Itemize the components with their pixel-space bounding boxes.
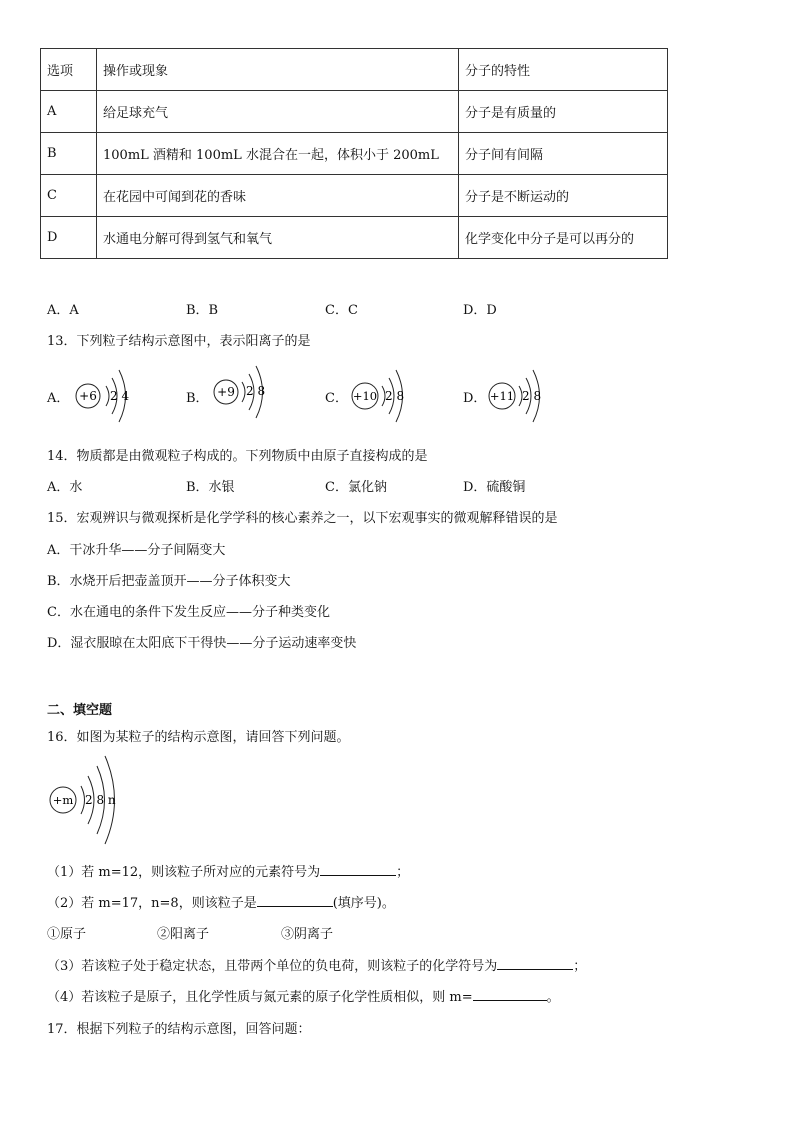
q13-option-c[interactable] (325, 387, 348, 406)
atom-diagram-d (487, 364, 557, 430)
shell-electrons: 2 8 (522, 389, 542, 403)
table-header-cell: 操作或现象 (97, 49, 459, 91)
nucleus-charge: +11 (489, 389, 515, 403)
shell-electrons: 2 8 (385, 389, 405, 403)
table-cell: D (41, 217, 97, 259)
q13-stem: 13．下列粒子结构示意图中，表示阳离子的是 (47, 334, 311, 349)
q15-option-b[interactable]: B．水烧开后把壶盖顶开——分子体积变大 (47, 574, 291, 589)
q16-part3 (47, 955, 586, 974)
q16-choice-2: ②阳离子 (157, 927, 210, 942)
table-cell: 分子是有质量的 (459, 91, 668, 133)
table-row (41, 91, 668, 133)
nucleus-charge: +6 (79, 389, 97, 403)
table-row (41, 175, 668, 217)
q15-option-c[interactable]: C．水在通电的条件下发生反应——分子种类变化 (47, 605, 330, 620)
q16-part2 (47, 892, 395, 911)
table-header-cell: 分子的特性 (459, 49, 668, 91)
q13-option-a[interactable] (47, 387, 69, 406)
shell-electrons: 2 8 n (85, 793, 116, 807)
q16-part4 (47, 986, 560, 1005)
nucleus-charge: +9 (217, 385, 235, 399)
table-header-cell: 选项 (41, 49, 97, 91)
q16-part2-text: （2）若 m=17，n=8，则该粒子是 (47, 896, 257, 911)
q16-part1-end: ； (396, 865, 410, 880)
table-cell: 水通电分解可得到氢气和氧气 (97, 217, 459, 259)
q14-option-a[interactable]: A．水 (47, 480, 83, 495)
atom-diagram-b (212, 362, 282, 428)
q16-part3-end: ； (573, 959, 587, 974)
table-cell: B (41, 133, 97, 175)
answer-blank-1[interactable] (320, 863, 396, 876)
q15-option-a[interactable]: A．干冰升华——分子间隔变大 (47, 543, 226, 558)
nucleus-charge: +m (52, 793, 74, 807)
atom-diagram-q16 (48, 754, 128, 850)
table-row (41, 217, 668, 259)
q16-part2-end: (填序号)。 (332, 896, 395, 911)
table-cell: 化学变化中分子是可以再分的 (459, 217, 668, 259)
q12-option-a[interactable]: A．A (47, 303, 79, 318)
q14-stem: 14．物质都是由微观粒子构成的。下列物质中由原子直接构成的是 (47, 449, 428, 464)
q13-option-b[interactable] (186, 387, 209, 406)
q16-part4-text: （4）若该粒子是原子，且化学性质与氮元素的原子化学性质相似，则 m= (47, 990, 473, 1005)
atom-diagram-c (350, 364, 420, 430)
shell-electrons: 2 8 (246, 384, 266, 398)
q12-option-c[interactable]: C．C (325, 303, 358, 318)
table-row (41, 133, 668, 175)
answer-blank-2[interactable] (257, 894, 333, 907)
atom-diagram-a (74, 364, 144, 430)
q14-option-d[interactable]: D．硫酸铜 (463, 480, 526, 495)
shell-electrons: 2 4 (110, 389, 130, 403)
nucleus-charge: +10 (352, 389, 378, 403)
q14-option-c[interactable]: C．氯化钠 (325, 480, 387, 495)
q16-part1 (47, 861, 409, 880)
table-cell: C (41, 175, 97, 217)
table-cell: A (41, 91, 97, 133)
option-label: A． (47, 391, 70, 406)
table-cell: 给足球充气 (97, 91, 459, 133)
table-cell: 100mL 酒精和 100mL 水混合在一起，体积小于 200mL (97, 133, 459, 175)
q16-part4-end: 。 (546, 990, 560, 1005)
answer-blank-3[interactable] (497, 957, 573, 970)
q15-stem: 15．宏观辨识与微观探析是化学学科的核心素养之一，以下宏观事实的微观解释错误的是 (47, 511, 558, 526)
q14-option-b[interactable]: B．水银 (186, 480, 235, 495)
options-table (40, 48, 668, 259)
q16-part1-text: （1）若 m=12，则该粒子所对应的元素符号为 (47, 865, 321, 880)
q12-option-d[interactable]: D．D (463, 303, 497, 318)
q17-stem: 17．根据下列粒子的结构示意图，回答问题： (47, 1022, 311, 1037)
q16-part3-text: （3）若该粒子处于稳定状态，且带两个单位的负电荷，则该粒子的化学符号为 (47, 959, 498, 974)
q16-choice-3: ③阴离子 (281, 927, 334, 942)
q13-option-d[interactable] (463, 387, 486, 406)
option-label: B． (186, 391, 209, 406)
q16-choice-1: ①原子 (47, 927, 87, 942)
option-label: D． (463, 391, 487, 406)
table-header-row (41, 49, 668, 91)
section-heading: 二、填空题 (47, 703, 113, 718)
q12-option-b[interactable]: B．B (186, 303, 219, 318)
q15-option-d[interactable]: D．湿衣服晾在太阳底下干得快——分子运动速率变快 (47, 636, 357, 651)
q16-stem: 16．如图为某粒子的结构示意图，请回答下列问题。 (47, 730, 350, 745)
option-label: C． (325, 391, 348, 406)
table-cell: 在花园中可闻到花的香味 (97, 175, 459, 217)
table-cell: 分子间有间隔 (459, 133, 668, 175)
answer-blank-4[interactable] (473, 988, 547, 1001)
table-cell: 分子是不断运动的 (459, 175, 668, 217)
